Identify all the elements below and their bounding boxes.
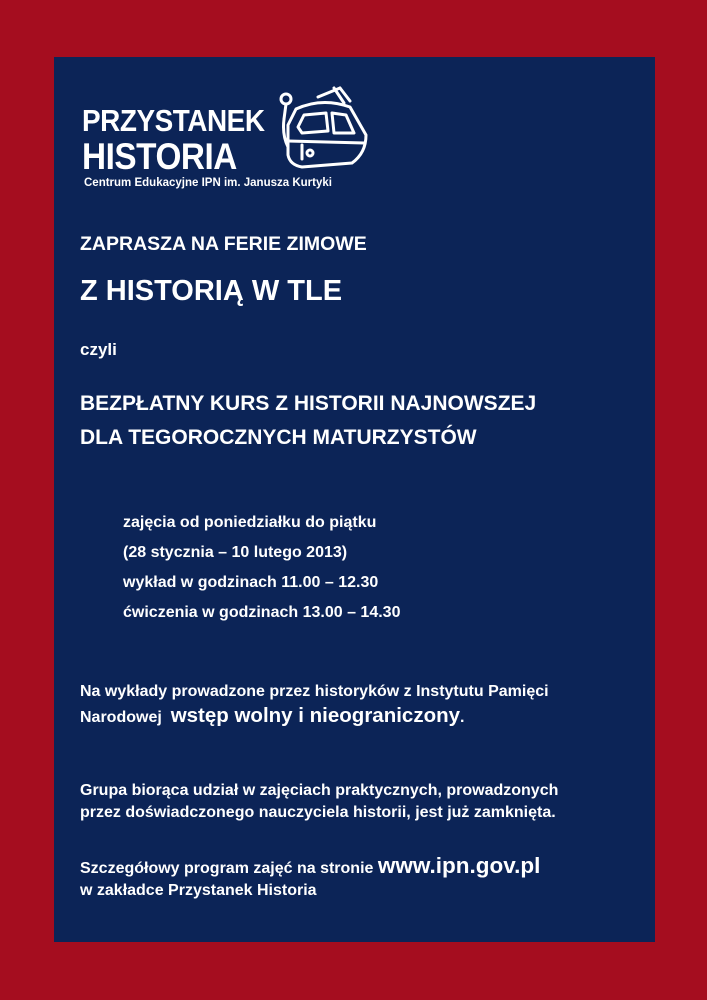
poster-panel [54, 57, 655, 942]
program-line1 [80, 855, 540, 880]
website-url: www.ipn.gov.pl [377, 853, 541, 878]
program-line2: w zakładce Przystanek Historia [80, 882, 317, 899]
lectures-end: . [460, 709, 465, 726]
course-heading-line2: DLA TEGOROCZNYCH MATURZYSTÓW [80, 426, 477, 449]
przystanek-historia-logo [82, 83, 372, 193]
invite-heading: ZAPRASZA NA FERIE ZIMOWE [80, 233, 367, 255]
schedule-exercise-hours: ćwiczenia w godzinach 13.00 – 14.30 [123, 604, 401, 621]
group-paragraph [80, 780, 558, 824]
schedule-list [123, 514, 400, 634]
schedule-lecture-hours: wykład w godzinach 11.00 – 12.30 [123, 574, 379, 591]
lectures-line1: Na wykłady prowadzone przez historyków z Instytutu Pamięci [80, 683, 549, 700]
or-label: czyli [80, 340, 117, 359]
tram-icon [274, 83, 370, 175]
course-heading [80, 387, 536, 455]
free-entry-emphasis: wstęp wolny i nieograniczony [170, 704, 461, 727]
lectures-paragraph [80, 680, 549, 730]
schedule-days: zajęcia od poniedziałku do piątku [123, 514, 377, 531]
lectures-line2 [80, 704, 549, 730]
logo-title-line2: HISTORIA [82, 136, 237, 177]
group-line2: przez doświadczonego nauczyciela historii, jest już zamknięta. [80, 804, 556, 821]
event-title: Z HISTORIĄ W TLE [80, 275, 343, 307]
logo-title-line1: PRZYSTANEK [82, 103, 265, 138]
program-paragraph [80, 855, 540, 902]
program-line1-start: Szczegółowy program zajęć na stronie [80, 860, 374, 877]
course-heading-line1: BEZPŁATNY KURS Z HISTORII NAJNOWSZEJ [80, 392, 537, 415]
lectures-line2-start: Narodowej [80, 709, 162, 726]
group-line1: Grupa biorąca udział w zajęciach praktycznych, prowadzonych [80, 782, 559, 799]
logo-subtitle: Centrum Edukacyjne IPN im. Janusza Kurtyki [84, 177, 332, 189]
schedule-dates: (28 stycznia – 10 lutego 2013) [123, 544, 348, 561]
